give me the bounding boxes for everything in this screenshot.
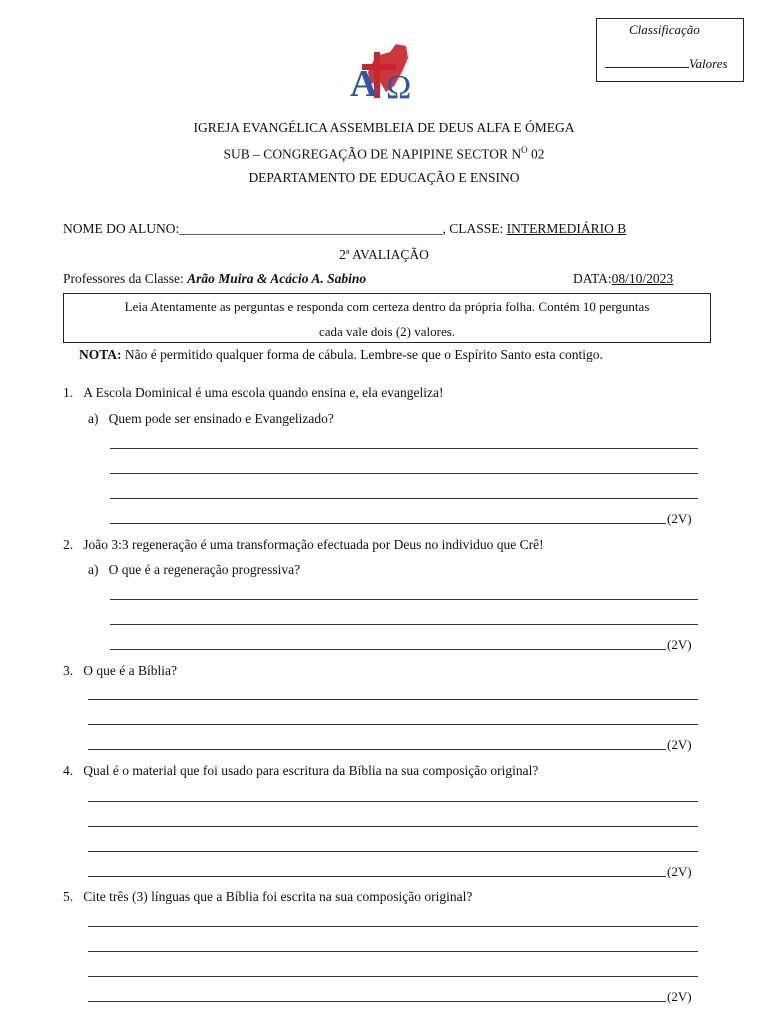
- teachers-label: Professores da Classe:: [63, 271, 188, 286]
- values-label: Valores: [689, 56, 728, 71]
- points-label: (2V): [667, 637, 692, 652]
- note-line: [79, 347, 603, 363]
- note-text: Não é permitido qualquer forma de cábula. Lembre-se que o Espírito Santo esta contigo.: [121, 347, 603, 362]
- svg-text:Ω: Ω: [386, 69, 412, 104]
- answer-line[interactable]: [88, 851, 698, 852]
- answer-line[interactable]: [88, 976, 698, 977]
- question-4: 4. Qual é o material que foi usado para escritura da Bíblia na sua composição original?: [63, 763, 539, 778]
- classification-title: Classificação: [629, 22, 700, 37]
- answer-line[interactable]: [88, 724, 698, 725]
- answer-line[interactable]: [88, 1001, 666, 1002]
- answer-line[interactable]: [88, 951, 698, 952]
- answer-line[interactable]: [110, 649, 666, 650]
- points-label: (2V): [667, 511, 692, 526]
- date-value: 08/10/2023: [611, 271, 674, 286]
- date-line: [573, 271, 673, 287]
- grade-blank[interactable]: [605, 55, 689, 68]
- answer-line[interactable]: [88, 749, 666, 750]
- student-line: [63, 221, 626, 237]
- instructions-line-2: cada vale dois (2) valores.: [318, 324, 456, 339]
- question-2a: a) O que é a regeneração progressiva?: [88, 562, 301, 577]
- answer-line[interactable]: [88, 876, 666, 877]
- teachers-line: [63, 271, 366, 287]
- church-name: IGREJA EVANGÉLICA ASSEMBLEIA DE DEUS ALFA E ÓMEGA: [193, 120, 575, 135]
- answer-line[interactable]: [110, 624, 698, 625]
- name-label: NOME DO ALUNO:: [63, 221, 180, 236]
- evaluation-title: 2ª AVALIAÇÃO: [339, 247, 429, 262]
- answer-line[interactable]: [110, 498, 698, 499]
- question-1: 1. A Escola Dominical é uma escola quando ensina e, ela evangeliza!: [63, 385, 444, 400]
- answer-line[interactable]: [110, 523, 666, 524]
- answer-line[interactable]: [88, 926, 698, 927]
- instructions-box: [63, 293, 711, 343]
- answer-line[interactable]: [88, 826, 698, 827]
- teachers-names: Arão Muira & Acácio A. Sabino: [187, 271, 367, 286]
- alpha-omega-logo: [346, 42, 422, 104]
- answer-line[interactable]: [88, 699, 698, 700]
- points-label: (2V): [667, 737, 692, 752]
- department-line: DEPARTAMENTO DE EDUCAÇÃO E ENSINO: [248, 170, 520, 185]
- congregation-line: SUB – CONGREGAÇÃO DE NAPIPINE SECTOR $N^O$ 02: [223, 145, 545, 162]
- points-label: (2V): [667, 989, 692, 1004]
- classification-box: [596, 18, 744, 82]
- question-5: 5. Cite três (3) línguas que a Bíblia foi escrita na sua composição original?: [63, 889, 473, 904]
- answer-line[interactable]: [110, 473, 698, 474]
- svg-text:A: A: [350, 63, 378, 104]
- date-label: DATA:: [573, 271, 612, 286]
- class-value: INTERMEDIÁRIO B: [506, 221, 627, 236]
- question-1a: a) Quem pode ser ensinado e Evangelizado?: [88, 411, 334, 426]
- name-blank[interactable]: _______________________________________: [179, 221, 443, 236]
- class-label: , CLASSE:: [442, 221, 507, 236]
- answer-line[interactable]: [110, 599, 698, 600]
- question-3: 3. O que é a Bíblia?: [63, 663, 177, 678]
- instructions-line-1: Leia Atentamente as perguntas e responda com certeza dentro da própria folha. Contém 10 perguntas: [124, 299, 650, 314]
- note-label: NOTA:: [79, 347, 122, 362]
- points-label: (2V): [667, 864, 692, 879]
- question-2: 2. João 3:3 regeneração é uma transformação efectuada por Deus no individuo que Crê!: [63, 537, 544, 552]
- answer-line[interactable]: [110, 448, 698, 449]
- answer-line[interactable]: [88, 801, 698, 802]
